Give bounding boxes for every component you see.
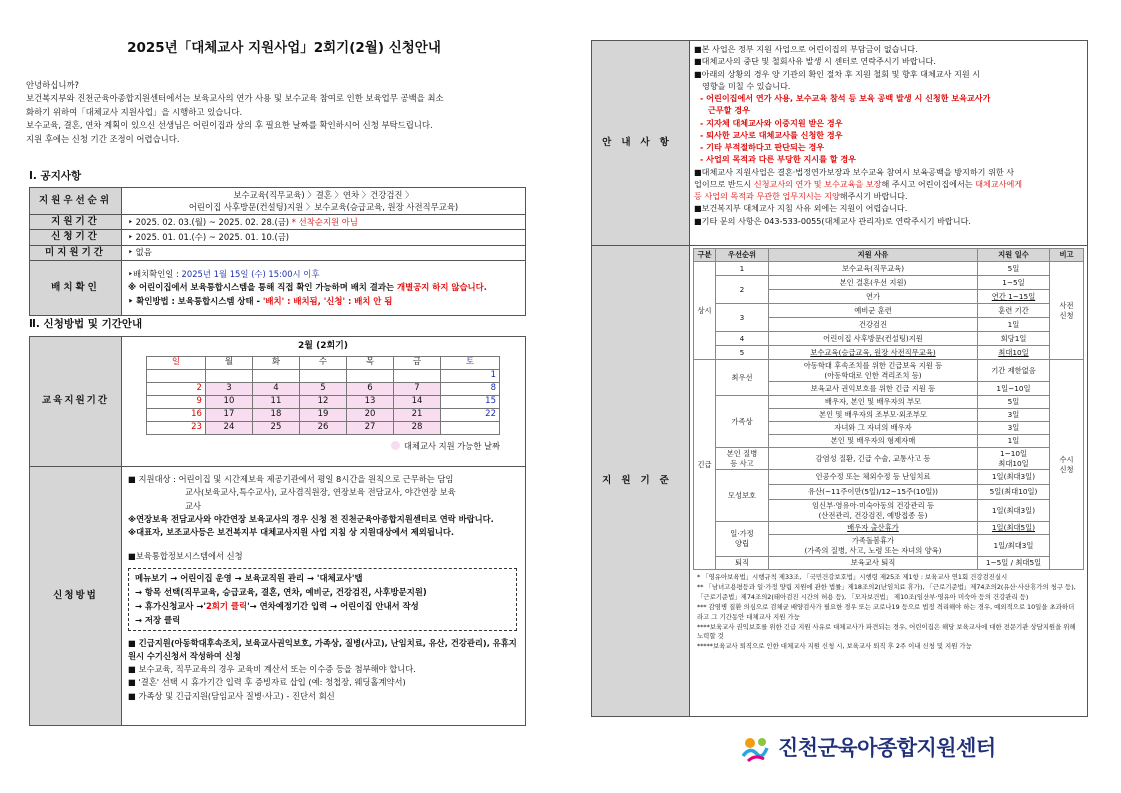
reason-cell: 가족돌봄휴가 (가족의 질병, 사고, 노령 또는 자녀의 양육) [769, 535, 978, 557]
reason-cell: 예비군 훈련 [769, 304, 978, 318]
calendar-day: 22 [441, 408, 500, 421]
priority-cell: 2 [716, 276, 769, 304]
days-cell: 훈련 기간 [978, 304, 1050, 318]
calendar-day: 7 [394, 382, 441, 395]
intro-line: 보건복지부와 진천군육아종합지원센터에서는 보육교사의 연가 사용 및 보수교육 참여로 인한 보육업무 공백을 최소 [26, 93, 444, 104]
guide-text: 업이므로 반드시 [694, 178, 754, 189]
days-cell: 연간 1~15일 [978, 290, 1050, 304]
weekday-mon: 월 [205, 356, 252, 369]
confirm-label: 배치확인 [30, 261, 122, 316]
reason-cell: 본인 및 배우자의 조부모·외조부모 [769, 409, 978, 422]
group-urgent: 긴급 [694, 360, 716, 570]
guide-label: 안내사항 [592, 41, 690, 246]
withdraw-reason: 근무할 경우 [708, 105, 750, 116]
reason-cell: 감염성 질환, 긴급 수술, 교통사고 등 [769, 448, 978, 470]
period-note: * 선착순지원 아님 [291, 216, 358, 227]
logo-mark-icon [740, 734, 770, 764]
footnote: ** 「남녀고용평등과 일·가정 양립 지원에 관한 법률」제18조의2(난임치료 휴가), 「근로기준법」제74조의2(유산·사산휴가의 청구 등), 「근로기준법」제74조의2(태아검진 시간의 허용 등), 「모자보건법」 제10조(임산부·영유아 미숙아 등의 건강관리 등) [697, 582, 1076, 601]
priority-label: 지원우선순위 [30, 188, 122, 215]
reason-cell: 배우자 출산휴가 [769, 522, 978, 535]
confirm-note-red: 개별공지 하지 않습니다. [397, 282, 487, 293]
days-cell: 3일 [978, 422, 1050, 435]
reason-cell: 본인 및 배우자의 형제자매 [769, 435, 978, 448]
footnote: *****보육교사 퇴직으로 인한 대체교사 지원 신청 시, 보육교사 퇴직 후 2주 이내 신청 및 지원 가능 [697, 642, 972, 651]
target-line: 교사 [185, 500, 202, 511]
reason-cell: 자녀와 그 자녀의 배우자 [769, 422, 978, 435]
reason-cell: 건강검진 [769, 318, 978, 332]
days-cell: 5일(최대10일) [978, 485, 1050, 500]
days-cell: 5일 [978, 396, 1050, 409]
calendar-day: 19 [299, 408, 346, 421]
days-cell: 회당1일 [978, 332, 1050, 346]
confirm-date-label: ‣배치확인일 : [128, 268, 182, 279]
reason-cell: 유산(~11주이만(5일)/12~15주(10일)) [769, 485, 978, 500]
confirm-note: ※ 어린이집에서 보육통합시스템을 통해 직접 확인 가능하며 배치 결과는 [128, 282, 397, 293]
calendar-day: 8 [441, 382, 500, 395]
days-cell: 1일 [978, 435, 1050, 448]
calendar-day [441, 421, 500, 434]
legend-swatch [391, 441, 400, 450]
flow-step [135, 599, 510, 613]
footnote: *** 감염병 질환 의심으로 검체균 배양검사가 필요한 경우 또는 코로나19 등으로 법정 격리해야 하는 경우, 예외적으로 10일을 초과하더라고 그 기간동안 대체교사 지원 가능 [697, 602, 1075, 621]
method-bullet: ■ 가족상 및 긴급지원(담임교사 질병·사고) - 진단서 회신 [128, 690, 335, 701]
calendar-day [205, 369, 252, 382]
target-line: ■ 지원대상 : 어린이집 및 시간제보육 제공기관에서 평일 8시간을 원칙으로 근무하는 담임 [128, 474, 454, 484]
weekday-sun: 일 [147, 356, 206, 369]
period-label: 지원기간 [30, 215, 122, 230]
priority-value [122, 188, 526, 215]
guide-item [694, 178, 1083, 190]
reason-cell: 아동학대 후속조치를 위한 긴급보육 지원 등 (아동학대로 인한 격리조치 등) [769, 360, 978, 382]
col-header: 지원 일수 [978, 249, 1050, 262]
system-heading: ■보육통합정보시스템에서 신청 [128, 551, 243, 562]
guide-item: ■대체교사 지원사업은 결혼·법정연가보장과 보수교육 참여시 보육공백을 방지하기 위한 사 [694, 166, 1015, 177]
footnote: ****보육교사 권익보호를 위한 긴급 지원 사유로 대체교사가 파견되는 경우, 어린이집은 해당 보육교사에 대한 전문기관 상담지원을 위해 노력할 것 [697, 622, 1076, 641]
days-cell: 1일 [978, 318, 1050, 332]
calendar-day: 16 [147, 408, 206, 421]
guide-text: 해 주시고 어린이집에서는 [881, 178, 976, 189]
edu-period-label: 교육지원기간 [30, 337, 122, 467]
calendar-day: 25 [252, 421, 299, 434]
days-cell: 1일(최대5일) [978, 522, 1050, 535]
reason-cell: 보육교사 퇴직 [769, 557, 978, 570]
calendar-day [299, 369, 346, 382]
method-body [122, 467, 526, 726]
calendar-cell [122, 337, 526, 467]
reason-cell: 어린이집 사후방문(컨설팅)지원 [769, 332, 978, 346]
priority-cell: 1 [716, 262, 769, 276]
guide-item: ■아래의 상황의 경우 양 기관의 확인 절차 후 지원 철회 및 향후 대체교사 지원 시 [694, 68, 981, 79]
priority-cell: 5 [716, 346, 769, 360]
flow-text: → 휴가신청교사 →' [135, 601, 206, 612]
calendar-day: 10 [205, 395, 252, 408]
confirm-method: ‣ 확인방법 : 보육통합시스템 상태 - [128, 295, 263, 306]
calendar-day [147, 369, 206, 382]
priority-cell: 3 [716, 304, 769, 332]
category-cell: 본인 질병 등 사고 [716, 448, 769, 470]
method-label: 신청방법 [30, 467, 122, 726]
center-logo [740, 733, 996, 765]
priority-cell: 4 [716, 332, 769, 346]
col-header: 비고 [1050, 249, 1084, 262]
guide-item: ■대체교사의 중단 및 철회사유 발생 시 센터로 연락주시기 바랍니다. [694, 56, 936, 67]
category-cell: 가족상 [716, 396, 769, 448]
guide-text-red: 신청교사의 연가 및 보수교육을 보장 [753, 178, 882, 189]
unassigned-label: 미지원기간 [30, 245, 122, 260]
period-value [122, 215, 526, 230]
calendar-day: 17 [205, 408, 252, 421]
reason-cell: 연가 [769, 290, 978, 304]
support-table [591, 40, 1088, 717]
calendar-day: 21 [394, 408, 441, 421]
calendar-day: 26 [299, 421, 346, 434]
days-cell: 1일~10일 [978, 382, 1050, 396]
category-cell: 모성보호 [716, 470, 769, 522]
withdraw-reason: - 어린이집에서 연가 사용, 보수교육 참석 등 보육 공백 발생 시 신청한 보육교사가 [700, 93, 991, 103]
calendar-day: 6 [346, 382, 393, 395]
calendar-day: 23 [147, 421, 206, 434]
flow-step: → 저장 클릭 [135, 615, 181, 626]
note-urgent: 수시 신청 [1050, 360, 1084, 570]
section-heading-method: Ⅱ. 신청방법 및 기간안내 [29, 318, 143, 330]
method-table [29, 336, 526, 726]
calendar-day: 1 [441, 369, 500, 382]
calendar-day: 27 [346, 421, 393, 434]
confirm-value [122, 261, 526, 316]
guide-item: ■보건복지부 대체교사 지침 사유 외에는 지원이 어렵습니다. [694, 203, 908, 214]
reason-cell: 보육교사 권익보호를 위한 긴급 지원 등 [769, 382, 978, 396]
priority-line: 보수교육(직무교육) 〉결혼 〉연차 〉건강검진 〉 [233, 190, 414, 200]
guide-text: 해주시기 바랍니다. [839, 191, 908, 201]
calendar-day: 12 [299, 395, 346, 408]
reason-cell: 보수교육(직무교육) [769, 262, 978, 276]
guide-text-red: 등 사업의 목적과 무관한 업무지시는 지양 [694, 191, 840, 201]
calendar-title: 2월 (2회기) [298, 341, 348, 351]
intro-line: 지원 후에는 신청 기간 조정이 어렵습니다. [26, 133, 180, 144]
withdraw-reason: - 퇴사한 교사로 대체교사를 신청한 경우 [700, 129, 843, 140]
section-heading-notice: Ⅰ. 공지사항 [29, 170, 82, 182]
reason-cell: 보수교육(승급교육, 원장 사전직무교육) [769, 346, 978, 360]
calendar-day [346, 369, 393, 382]
priority-line: 어린이집 사후방문(컨설팅)지원 〉보수교육(승급교육, 원장 사전직무교육) [188, 202, 459, 212]
guide-text-red: 대체교사에게 [975, 178, 1023, 189]
days-cell: 5일 [978, 262, 1050, 276]
notice-table [29, 187, 526, 316]
page-title: 2025년「대체교사 지원사업」2회기(2월) 신청안내 [127, 40, 441, 56]
col-header: 우선순위 [716, 249, 769, 262]
method-note: ※연장보육 전담교사와 야간연장 보육교사의 경우 신청 전 진천군육아종합지원센터로 연락 바랍니다. [128, 513, 494, 524]
group-normal: 상시 [694, 262, 716, 360]
intro-text [26, 79, 546, 146]
calendar-day: 13 [346, 395, 393, 408]
calendar-day: 9 [147, 395, 206, 408]
withdraw-reason: - 사업의 목적과 다른 부당한 지시를 할 경우 [700, 154, 857, 165]
days-cell: 기간 제한없음 [978, 360, 1050, 382]
days-cell: 1~5일 [978, 276, 1050, 290]
confirm-date: 2025년 1월 15일 (수) 15:00시 이후 [181, 268, 320, 279]
days-cell: 1~10일 최대10일 [978, 448, 1050, 470]
guide-item: 영향을 미칠 수 있습니다. [702, 80, 791, 91]
criteria-body [690, 246, 1088, 717]
category-cell: 퇴직 [716, 557, 769, 570]
intro-line: 화하기 위하여「대체교사 지원사업」을 시행하고 있습니다. [26, 106, 243, 117]
footnotes [693, 570, 1084, 655]
col-header: 구분 [694, 249, 716, 262]
weekday-wed: 수 [299, 356, 346, 369]
apply-value: ‣ 2025. 01. 01.(수) ~ 2025. 01. 10.(금) [122, 230, 526, 245]
days-cell: 1일(최대3일) [978, 500, 1050, 522]
calendar-day: 14 [394, 395, 441, 408]
calendar-day: 15 [441, 395, 500, 408]
calendar-day [252, 369, 299, 382]
flow-text: '→ 연차예정기간 입력 → 어린이집 안내서 작성 [247, 601, 419, 612]
intro-line: 안녕하십니까? [26, 80, 79, 90]
withdraw-reason: - 기타 부적절하다고 판단되는 경우 [700, 142, 825, 152]
guide-item: ■기타 문의 사항은 043-533-0055(대체교사 관리자)로 연락주시기 바랍니다. [694, 215, 971, 226]
guide-body [690, 41, 1088, 246]
method-bullet: ■ 긴급지원(아동학대후속조치, 보육교사권익보호, 가족상, 질병(사고), 난임치료, 유산, 건강관리), 유휴지원시 수기신청서 작성하여 신청 [128, 637, 517, 661]
method-bullet: ■ '결혼' 선택 시 휴가기간 입력 후 증빙자료 삽입 (예: 청첩장, 웨딩홀계약서) [128, 677, 406, 688]
days-cell: 1일/최대3일 [978, 535, 1050, 557]
intro-line: 보수교육, 결혼, 연차 계획이 있으신 선생님은 어린이집과 상의 후 필요한 날짜를 확인하시어 신청 부탁드립니다. [26, 120, 433, 131]
calendar-day: 11 [252, 395, 299, 408]
reason-cell: 인공수정 또는 체외수정 등 난임치료 [769, 470, 978, 485]
flow-step: → 항목 선택(직무교육, 승급교육, 결혼, 연차, 예비군, 건강검진, 사후방문지원) [135, 586, 427, 597]
weekday-thu: 목 [346, 356, 393, 369]
weekday-fri: 금 [394, 356, 441, 369]
calendar-day: 3 [205, 382, 252, 395]
col-header: 지원 사유 [769, 249, 978, 262]
guide-item [694, 190, 1083, 202]
confirm-method-red: '배치' : 배치됨, '신청' : 배치 안 됨 [262, 295, 393, 306]
calendar-day: 4 [252, 382, 299, 395]
calendar-day: 2 [147, 382, 206, 395]
method-bullet: ■ 보수교육, 직무교육의 경우 교육비 계산서 또는 이수증 등을 첨부해야 합니다. [128, 664, 416, 675]
apply-label: 신청기간 [30, 230, 122, 245]
category-cell: 최우선 [716, 360, 769, 396]
calendar-day: 24 [205, 421, 252, 434]
days-cell: 1~5일 / 최대5일 [978, 557, 1050, 570]
method-note: ※대표자, 보조교사등은 보건복지부 대체교사지원 사업 지침 상 지원대상에서 제외됩니다. [128, 527, 455, 538]
calendar-day: 20 [346, 408, 393, 421]
criteria-table [693, 248, 1084, 570]
weekday-tue: 화 [252, 356, 299, 369]
days-cell: 1일(최대3일) [978, 470, 1050, 485]
calendar-legend [146, 441, 500, 452]
weekday-sat: 토 [441, 356, 500, 369]
period-dates: ‣ 2025. 02. 03.(월) ~ 2025. 02. 28.(금) [128, 216, 290, 227]
flow-step: 메뉴보기 → 어린이집 운영 → 보육교직원 관리 → '대체교사'탭 [135, 572, 363, 583]
flow-text-red: 2회기 클릭 [205, 601, 248, 612]
reason-cell: 임신부·영유아·미숙아동의 건강관리 등 (산전관리, 건강검진, 예방접종 등) [769, 500, 978, 522]
guide-item: ■본 사업은 정부 지원 사업으로 어린이집의 부담금이 없습니다. [694, 44, 918, 54]
calendar-day: 28 [394, 421, 441, 434]
criteria-label: 지원기준 [592, 246, 690, 717]
withdraw-reason: - 지자체 대체교사와 이중지원 받은 경우 [700, 117, 843, 128]
days-cell: 최대10일 [978, 346, 1050, 360]
calendar-day: 18 [252, 408, 299, 421]
note-normal: 사전 신청 [1050, 262, 1084, 360]
legend-text: 대체교사 지원 가능한 날짜 [403, 440, 500, 451]
calendar [146, 356, 500, 435]
calendar-day: 5 [299, 382, 346, 395]
reason-cell: 배우자, 본인 및 배우자의 부모 [769, 396, 978, 409]
menu-path [128, 568, 517, 631]
category-cell: 일·가정 양립 [716, 522, 769, 557]
footnote: * 「영유아보육법」시행규칙 제33조, 「국민건강보호법」시행령 제25조 제1항 : 보육교사 연1회 건강검진실시 [697, 573, 1008, 581]
calendar-day [394, 369, 441, 382]
unassigned-value: ‣ 없음 [122, 245, 526, 260]
days-cell: 3일 [978, 409, 1050, 422]
reason-cell: 본인 결혼(우선 지원) [769, 276, 978, 290]
logo-text: 진천군육아종합지원센터 [778, 736, 996, 761]
target-line: 교사(보육교사,특수교사), 교사겸직원장, 연장보육 전담교사, 야간연장 보육 [185, 487, 456, 498]
